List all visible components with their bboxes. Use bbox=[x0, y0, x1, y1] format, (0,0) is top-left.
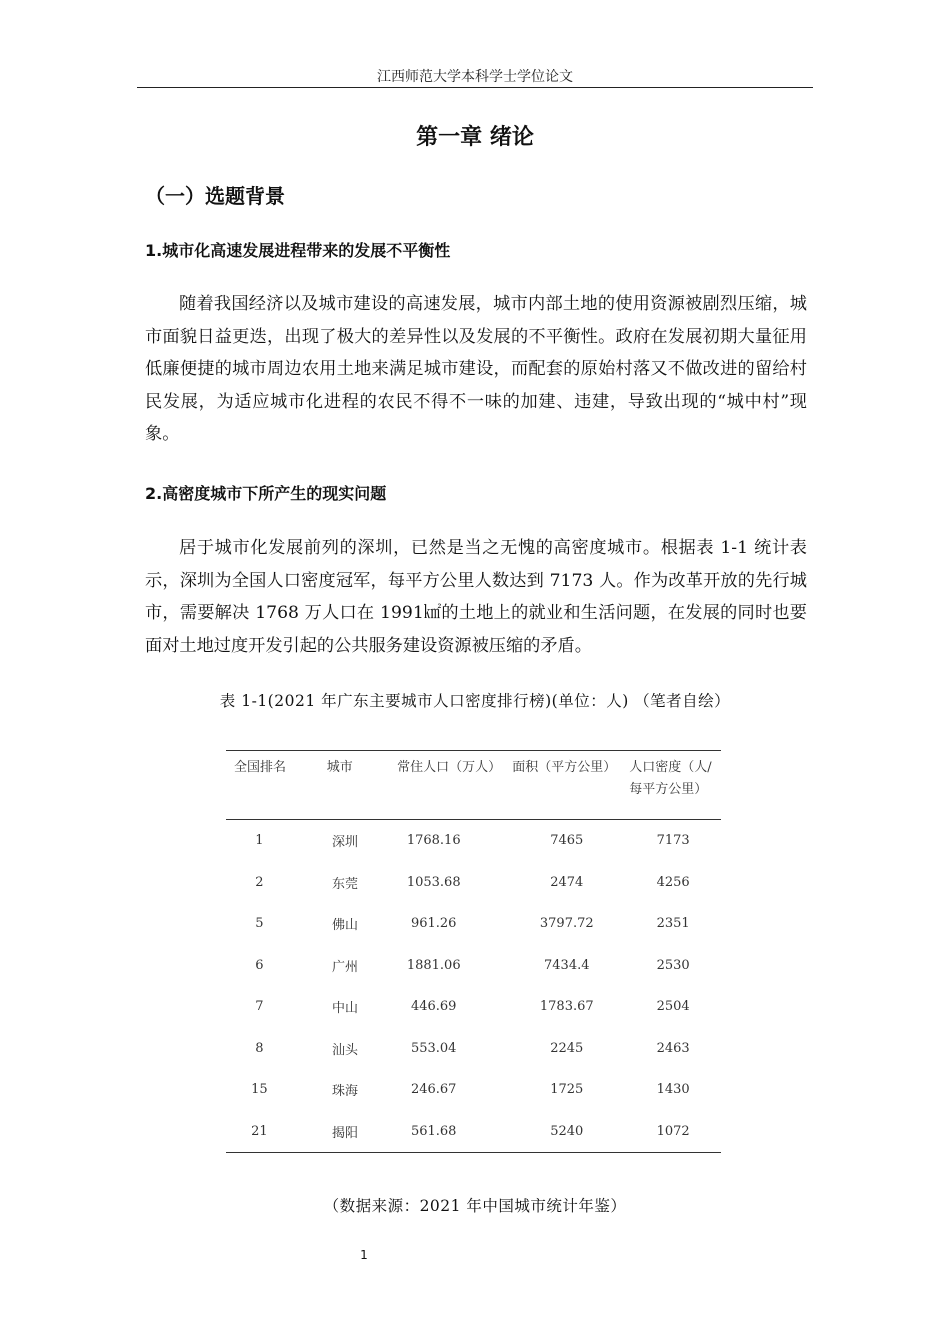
table-row bbox=[226, 945, 721, 987]
table-row bbox=[226, 820, 721, 862]
cell-density: 7173 bbox=[656, 833, 690, 849]
cell-city: 深圳 bbox=[331, 835, 358, 851]
table-row bbox=[226, 903, 721, 945]
paragraph-2: 居于城市化发展前列的深圳，已然是当之无愧的高密度城市。根据表 1-1 统计表示，深圳为全国人口密度冠军，每平方公里人数达到 7173 人。作为改革开放的先行城市，需要解决 1768 万人口在 1991㎢的土地上的就业和生活问题，在发展的同时也要面对土地过度开发引起的公共服务建设资源被压缩的矛盾。 bbox=[145, 538, 807, 656]
cell-area: 2474 bbox=[550, 874, 584, 890]
page-header: 江西师范大学本科学士学位论文 bbox=[377, 69, 573, 85]
section-title: （一）选题背景 bbox=[145, 184, 285, 208]
table-caption: 表 1-1(2021 年广东主要城市人口密度排行榜)(单位：人) （笔者自绘） bbox=[219, 692, 731, 710]
cell-area: 1725 bbox=[550, 1082, 584, 1098]
cell-rank: 7 bbox=[255, 999, 264, 1015]
cell-rank: 2 bbox=[255, 874, 264, 890]
cell-population: 246.67 bbox=[410, 1082, 457, 1098]
col-header-rank: 全国排名 bbox=[226, 751, 313, 820]
cell-density: 2351 bbox=[656, 916, 690, 932]
paragraph-1: 随着我国经济以及城市建设的高速发展，城市内部土地的使用资源被剧烈压缩，城市面貌日益更迭，出现了极大的差异性以及发展的不平衡性。政府在发展初期大量征用低廉便捷的城市周边农用土地来满足城市建设，而配套的原始村落又不做改进的留给村民发展，为适应城市化进程的农民不得不一味的加建、违建，导致出现的“城中村”现象。 bbox=[145, 294, 807, 444]
page-number: 1 bbox=[360, 1248, 368, 1262]
cell-city: 揭阳 bbox=[313, 1111, 383, 1153]
table-row bbox=[226, 1111, 721, 1153]
cell-city: 汕头 bbox=[331, 1042, 358, 1058]
table-row bbox=[226, 1028, 721, 1070]
cell-density: 1072 bbox=[625, 1111, 721, 1153]
cell-density: 2530 bbox=[656, 957, 690, 973]
cell-population: 961.26 bbox=[410, 916, 457, 932]
cell-rank: 6 bbox=[255, 957, 264, 973]
chapter-title: 第一章 绪论 bbox=[416, 125, 534, 150]
cell-area: 7434.4 bbox=[544, 957, 590, 973]
table-row bbox=[226, 1069, 721, 1111]
subsection-heading-1: 1.城市化高速发展进程带来的发展不平衡性 bbox=[145, 241, 451, 260]
cell-population: 1881.06 bbox=[406, 957, 461, 973]
cell-density: 1430 bbox=[656, 1082, 690, 1098]
col-header-area: 面积（平方公里） bbox=[508, 751, 625, 820]
table-row bbox=[226, 986, 721, 1028]
population-density-table bbox=[226, 750, 721, 1153]
cell-population: 553.04 bbox=[410, 1040, 457, 1056]
cell-rank: 1 bbox=[255, 833, 264, 849]
col-header-population: 常住人口（万人） bbox=[383, 751, 508, 820]
cell-area: 2245 bbox=[550, 1040, 584, 1056]
cell-population: 1053.68 bbox=[406, 874, 461, 890]
table-row bbox=[226, 862, 721, 904]
cell-city: 广州 bbox=[331, 959, 358, 975]
cell-area: 5240 bbox=[508, 1111, 625, 1153]
cell-area: 7465 bbox=[550, 833, 584, 849]
cell-city: 东莞 bbox=[331, 876, 358, 892]
cell-area: 1783.67 bbox=[539, 999, 594, 1015]
cell-area: 3797.72 bbox=[539, 916, 594, 932]
header-rule bbox=[137, 87, 813, 88]
data-source-note: （数据来源：2021 年中国城市统计年鉴） bbox=[323, 1197, 627, 1215]
cell-density: 2504 bbox=[656, 999, 690, 1015]
cell-city: 佛山 bbox=[331, 918, 358, 934]
table-header-row bbox=[226, 751, 721, 820]
subsection-heading-2: 2.高密度城市下所产生的现实问题 bbox=[145, 484, 387, 503]
cell-rank: 15 bbox=[251, 1082, 268, 1098]
cell-density: 2463 bbox=[656, 1040, 690, 1056]
cell-city: 中山 bbox=[331, 1001, 358, 1017]
cell-rank: 8 bbox=[255, 1040, 264, 1056]
cell-population: 561.68 bbox=[383, 1111, 508, 1153]
cell-city: 珠海 bbox=[331, 1084, 358, 1100]
cell-population: 1768.16 bbox=[406, 833, 461, 849]
cell-population: 446.69 bbox=[410, 999, 457, 1015]
col-header-density: 人口密度（人/每平方公里） bbox=[625, 751, 721, 820]
cell-rank: 21 bbox=[226, 1111, 313, 1153]
col-header-city: 城市 bbox=[313, 751, 383, 820]
cell-rank: 5 bbox=[255, 916, 264, 932]
cell-density: 4256 bbox=[656, 874, 690, 890]
